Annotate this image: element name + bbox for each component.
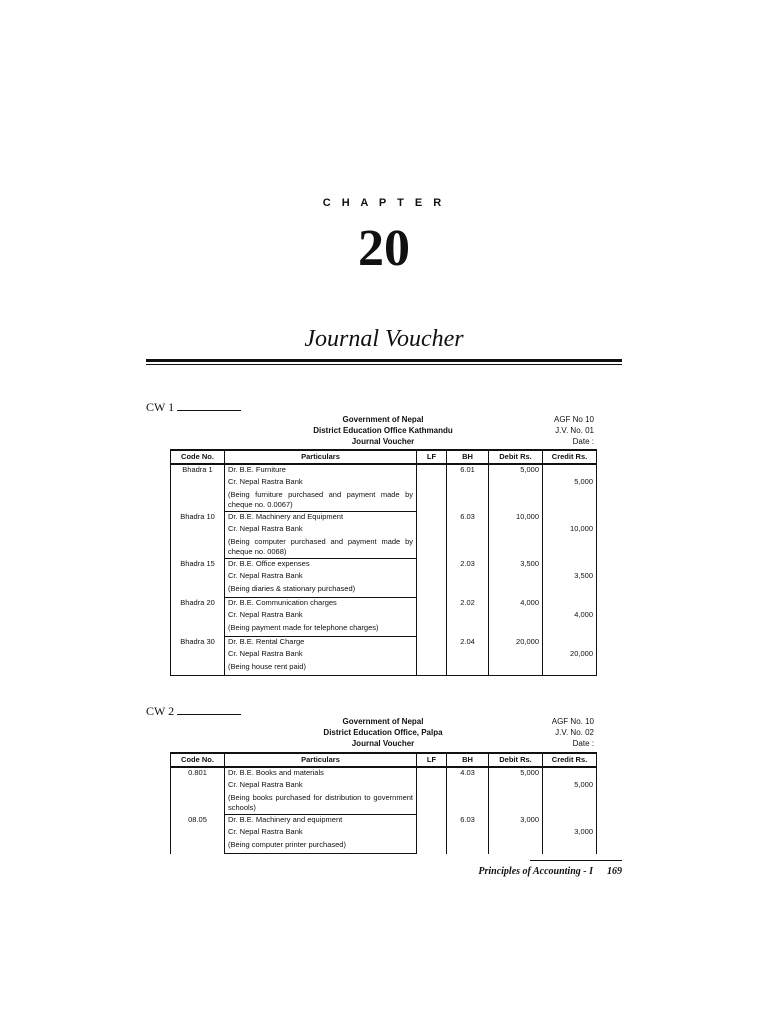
journal-row (171, 536, 597, 559)
entry-bh-blank (447, 661, 489, 676)
journal-row (171, 661, 597, 676)
journal-row (171, 827, 597, 839)
entry-lf (417, 649, 447, 661)
journal-row (171, 524, 597, 536)
title-rule-thick (146, 359, 622, 362)
journal-row (171, 622, 597, 637)
cw1-doc-title: Journal Voucher (351, 437, 415, 446)
entry-lf (417, 598, 447, 611)
entry-credit-amount: 3,500 (543, 571, 597, 583)
entry-bh-blank (447, 610, 489, 622)
entry-credit-blank (543, 661, 597, 676)
entry-code-blank (171, 489, 225, 512)
journal-row (171, 767, 597, 780)
entry-bh-blank (447, 792, 489, 815)
entry-bh: 2.04 (447, 637, 489, 650)
entry-credit-blank (543, 489, 597, 512)
entry-bh: 6.03 (447, 512, 489, 525)
entry-code: Bhadra 15 (171, 559, 225, 572)
entry-code: 08.05 (171, 815, 225, 828)
entry-debit-blank (489, 477, 543, 489)
entry-debit-account: Dr. B.E. Machinery and equipment (225, 815, 417, 828)
entry-debit-account: Dr. B.E. Machinery and Equipment (225, 512, 417, 525)
entry-debit-account: Dr. B.E. Books and materials (225, 767, 417, 780)
entry-credit-amount: 5,000 (543, 477, 597, 489)
entry-lf (417, 524, 447, 536)
col-bh: BH (447, 450, 489, 464)
entry-lf (417, 815, 447, 828)
entry-lf (417, 512, 447, 525)
entry-bh-blank (447, 780, 489, 792)
entry-credit-amount: 4,000 (543, 610, 597, 622)
entry-credit-amount: 5,000 (543, 780, 597, 792)
entry-credit-account: Cr. Nepal Rastra Bank (225, 827, 417, 839)
entry-credit-blank (543, 583, 597, 598)
entry-debit-blank (489, 622, 543, 637)
col-code: Code No. (171, 753, 225, 767)
entry-code-blank (171, 571, 225, 583)
cw1-org: Government of Nepal (342, 415, 424, 424)
entry-bh-blank (447, 649, 489, 661)
entry-credit-account: Cr. Nepal Rastra Bank (225, 610, 417, 622)
cw2-date: Date : (572, 739, 594, 748)
cw1-label-text: CW 1 (146, 400, 175, 414)
cw2-office: District Education Office, Palpa (323, 728, 443, 737)
entry-lf (417, 571, 447, 583)
entry-credit-amount: 10,000 (543, 524, 597, 536)
col-debit: Debit Rs. (489, 450, 543, 464)
col-particulars: Particulars (225, 450, 417, 464)
entry-debit-blank (489, 610, 543, 622)
cw1-answer-blank (177, 400, 241, 411)
journal-row (171, 583, 597, 598)
entry-debit-blank (489, 780, 543, 792)
entry-credit-account: Cr. Nepal Rastra Bank (225, 780, 417, 792)
entry-credit-account: Cr. Nepal Rastra Bank (225, 477, 417, 489)
entry-bh-blank (447, 477, 489, 489)
journal-row (171, 839, 597, 854)
entry-bh: 4.03 (447, 767, 489, 780)
entry-bh-blank (447, 489, 489, 512)
cw2-header-row (171, 753, 597, 767)
entry-bh-blank (447, 622, 489, 637)
entry-debit-blank (489, 583, 543, 598)
entry-bh: 6.01 (447, 464, 489, 477)
entry-debit-amount: 5,000 (489, 767, 543, 780)
entry-debit-blank (489, 489, 543, 512)
cw1-office: District Education Office Kathmandu (313, 426, 453, 435)
col-code: Code No. (171, 450, 225, 464)
entry-lf (417, 489, 447, 512)
journal-row (171, 815, 597, 828)
journal-row (171, 512, 597, 525)
journal-row (171, 610, 597, 622)
cw2-doc-title: Journal Voucher (351, 739, 415, 748)
journal-row (171, 464, 597, 477)
entry-code-blank (171, 622, 225, 637)
entry-debit-amount: 3,000 (489, 815, 543, 828)
entry-bh-blank (447, 536, 489, 559)
entry-debit-blank (489, 524, 543, 536)
entry-debit-blank (489, 839, 543, 854)
entry-credit-account: Cr. Nepal Rastra Bank (225, 649, 417, 661)
entry-debit-blank (489, 661, 543, 676)
entry-code-blank (171, 610, 225, 622)
cw2-org: Government of Nepal (342, 717, 424, 726)
col-lf: LF (417, 753, 447, 767)
cw1-voucher-header (170, 414, 596, 447)
entry-code: Bhadra 10 (171, 512, 225, 525)
entry-lf (417, 792, 447, 815)
entry-code-blank (171, 792, 225, 815)
entry-lf (417, 464, 447, 477)
entry-bh-blank (447, 571, 489, 583)
entry-code: Bhadra 30 (171, 637, 225, 650)
entry-lf (417, 780, 447, 792)
cw1-journal-table (170, 449, 597, 676)
entry-narration: (Being computer purchased and payment made by cheque no. 0068) (225, 536, 417, 559)
entry-narration: (Being diaries & stationary purchased) (225, 583, 417, 598)
entry-code-blank (171, 649, 225, 661)
cw2-journal-table (170, 752, 597, 854)
col-bh: BH (447, 753, 489, 767)
cw1-date: Date : (572, 437, 594, 446)
journal-row (171, 571, 597, 583)
entry-credit-amount: 20,000 (543, 649, 597, 661)
entry-code: Bhadra 1 (171, 464, 225, 477)
entry-code-blank (171, 583, 225, 598)
entry-debit-blank (489, 792, 543, 815)
entry-credit-blank (543, 792, 597, 815)
page-number: 169 (607, 866, 622, 877)
journal-row (171, 637, 597, 650)
entry-code-blank (171, 780, 225, 792)
cw2-agf: AGF No. 10 (551, 717, 594, 726)
cw2-label-text: CW 2 (146, 704, 175, 718)
journal-row (171, 559, 597, 572)
entry-lf (417, 559, 447, 572)
entry-credit-blank (543, 464, 597, 477)
entry-credit-blank (543, 536, 597, 559)
entry-debit-blank (489, 827, 543, 839)
entry-lf (417, 477, 447, 489)
journal-row (171, 792, 597, 815)
entry-credit-blank (543, 622, 597, 637)
footer-rule (530, 860, 622, 861)
entry-narration: (Being house rent paid) (225, 661, 417, 676)
col-lf: LF (417, 450, 447, 464)
chapter-number: 20 (358, 220, 410, 277)
entry-bh: 2.02 (447, 598, 489, 611)
entry-credit-blank (543, 637, 597, 650)
entry-credit-blank (543, 815, 597, 828)
entry-credit-blank (543, 767, 597, 780)
entry-code-blank (171, 827, 225, 839)
cw1-agf: AGF No 10 (553, 415, 594, 424)
journal-row (171, 649, 597, 661)
entry-code-blank (171, 536, 225, 559)
chapter-label: C H A P T E R (322, 197, 446, 209)
entry-debit-account: Dr. B.E. Office expenses (225, 559, 417, 572)
entry-debit-account: Dr. B.E. Communication charges (225, 598, 417, 611)
journal-row (171, 780, 597, 792)
entry-bh-blank (447, 827, 489, 839)
col-debit: Debit Rs. (489, 753, 543, 767)
col-particulars: Particulars (225, 753, 417, 767)
entry-bh: 6.03 (447, 815, 489, 828)
page-footer (478, 866, 622, 877)
entry-narration: (Being furniture purchased and payment made by cheque no. 0.0067) (225, 489, 417, 512)
entry-credit-blank (543, 512, 597, 525)
entry-debit-blank (489, 649, 543, 661)
cw2-jv-no: J.V. No. 02 (555, 728, 594, 737)
cw1-header-row (171, 450, 597, 464)
col-credit: Credit Rs. (543, 450, 597, 464)
entry-code: 0.801 (171, 767, 225, 780)
cw2-answer-blank (177, 704, 241, 715)
entry-debit-amount: 5,000 (489, 464, 543, 477)
entry-debit-blank (489, 536, 543, 559)
journal-row (171, 598, 597, 611)
entry-lf (417, 839, 447, 854)
entry-credit-blank (543, 839, 597, 854)
entry-bh-blank (447, 524, 489, 536)
entry-code-blank (171, 661, 225, 676)
title-rule-thin (146, 364, 622, 365)
entry-lf (417, 536, 447, 559)
entry-credit-blank (543, 559, 597, 572)
entry-credit-account: Cr. Nepal Rastra Bank (225, 524, 417, 536)
entry-debit-account: Dr. B.E. Rental Charge (225, 637, 417, 650)
entry-lf (417, 661, 447, 676)
entry-code-blank (171, 524, 225, 536)
entry-narration: (Being computer printer purchased) (225, 839, 417, 854)
cw1-label (146, 400, 241, 415)
cw2-voucher-header (170, 716, 596, 749)
cw1-jv-no: J.V. No. 01 (555, 426, 594, 435)
entry-narration: (Being payment made for telephone charges) (225, 622, 417, 637)
entry-lf (417, 610, 447, 622)
entry-code-blank (171, 839, 225, 854)
entry-debit-amount: 4,000 (489, 598, 543, 611)
entry-lf (417, 767, 447, 780)
entry-lf (417, 622, 447, 637)
entry-lf (417, 637, 447, 650)
entry-bh-blank (447, 839, 489, 854)
entry-lf (417, 583, 447, 598)
entry-code: Bhadra 20 (171, 598, 225, 611)
entry-narration: (Being books purchased for distribution to government schools) (225, 792, 417, 815)
col-credit: Credit Rs. (543, 753, 597, 767)
entry-debit-blank (489, 571, 543, 583)
journal-row (171, 489, 597, 512)
journal-row (171, 477, 597, 489)
entry-lf (417, 827, 447, 839)
entry-debit-amount: 20,000 (489, 637, 543, 650)
entry-credit-blank (543, 598, 597, 611)
footer-book-title: Principles of Accounting - I (478, 866, 593, 877)
entry-credit-amount: 3,000 (543, 827, 597, 839)
entry-credit-account: Cr. Nepal Rastra Bank (225, 571, 417, 583)
entry-debit-account: Dr. B.E. Furniture (225, 464, 417, 477)
entry-bh: 2.03 (447, 559, 489, 572)
entry-bh-blank (447, 583, 489, 598)
entry-debit-amount: 3,500 (489, 559, 543, 572)
chapter-title: Journal Voucher (304, 326, 464, 352)
entry-code-blank (171, 477, 225, 489)
entry-debit-amount: 10,000 (489, 512, 543, 525)
